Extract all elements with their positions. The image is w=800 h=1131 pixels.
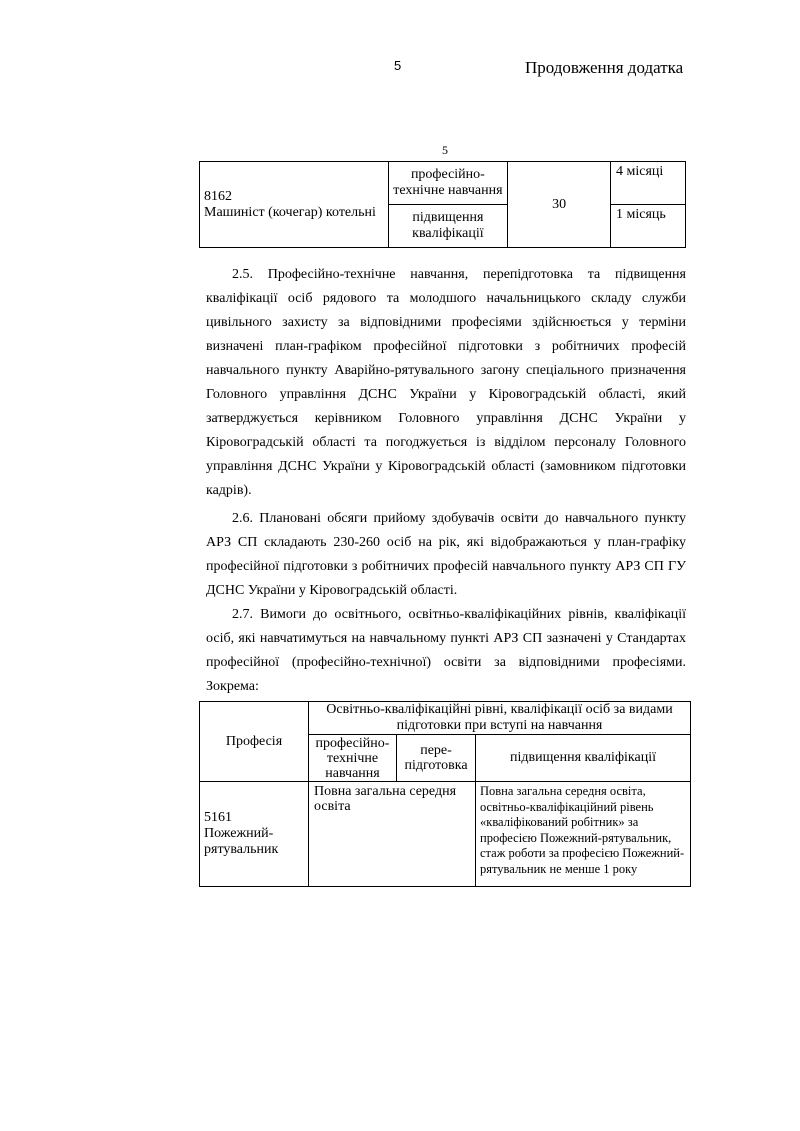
header-vocational: професійно-технічне навчання [309,735,397,782]
profession-cell [200,782,309,887]
header-profession: Професія [200,702,309,782]
profession-name: Пожежний-рятувальник [204,826,279,857]
qualification-requirements-table [199,701,691,887]
hours-cell: 30 [508,162,611,248]
header-levels: Освітньо-кваліфікаційні рівні, кваліфікації осіб за видами підготовки при вступі на навчання [309,702,691,735]
profession-name: Машиніст (кочегар) котельні [204,204,376,220]
table-page-number: 5 [442,143,448,157]
continuation-header: Продовження додатка [525,58,684,77]
training-type-cell: підвищення кваліфікації [388,205,507,248]
profession-code: 8162 [204,188,232,204]
page-number: 5 [394,58,402,73]
duration-cell: 1 місяць [611,205,686,248]
header-advanced: підвищення кваліфікації [476,735,691,782]
header-retraining: пере-підготовка [397,735,476,782]
paragraph-2-7: 2.7. Вимоги до освітнього, освітньо-кваліфікаційних рівнів, кваліфікації осіб, які навчатимуться на навчальному пункті АРЗ СП зазначені у Стандартах професійної (професійно-технічної) освіти за відповідними професіями. Зокрема: [206,607,686,694]
advanced-requirement: Повна загальна середня освіта, освітньо-кваліфікаційний рівень «кваліфікований робітник» за професією Пожежний-рятувальник, стаж роботи за професією Пожежний-рятувальник не менше 1 року [476,782,691,887]
profession-cell [200,162,389,248]
vocational-retraining-requirement: Повна загальна середня освіта [309,782,476,887]
table-row [200,782,691,887]
table-header-row [200,702,691,735]
table-row [200,162,686,205]
paragraph-2-5: 2.5. Професійно-технічне навчання, перепідготовка та підвищення кваліфікації осіб рядового та молодшого начальницького складу служби цивільного захисту за відповідними професіями здійснюється у терміни визначені план-графіком професійної підготовки з робітничих професій навчального пункту Аварійно-рятувального загону спеціального призначення Головного управління ДСНС України у Кіровоградській області, який затверджується керівником Головного управління ДСНС України у Кіровоградській області та погоджується із відділом персоналу Головного управління ДСНС України у Кіровоградській області (замовником підготовки кадрів). [206,267,686,498]
paragraph-2-6: 2.6. Плановані обсяги прийому здобувачів освіти до навчального пункту АРЗ СП складають 230-260 осіб на рік, які відображаються у план-графіку професійної підготовки з робітничих професій навчального пункту АРЗ СП ГУ ДСНС України у Кіровоградській області. [206,511,686,598]
training-type-cell: професійно-технічне навчання [388,162,507,205]
training-duration-table [199,161,686,248]
profession-code: 5161 [204,810,232,825]
duration-cell: 4 місяці [611,162,686,205]
